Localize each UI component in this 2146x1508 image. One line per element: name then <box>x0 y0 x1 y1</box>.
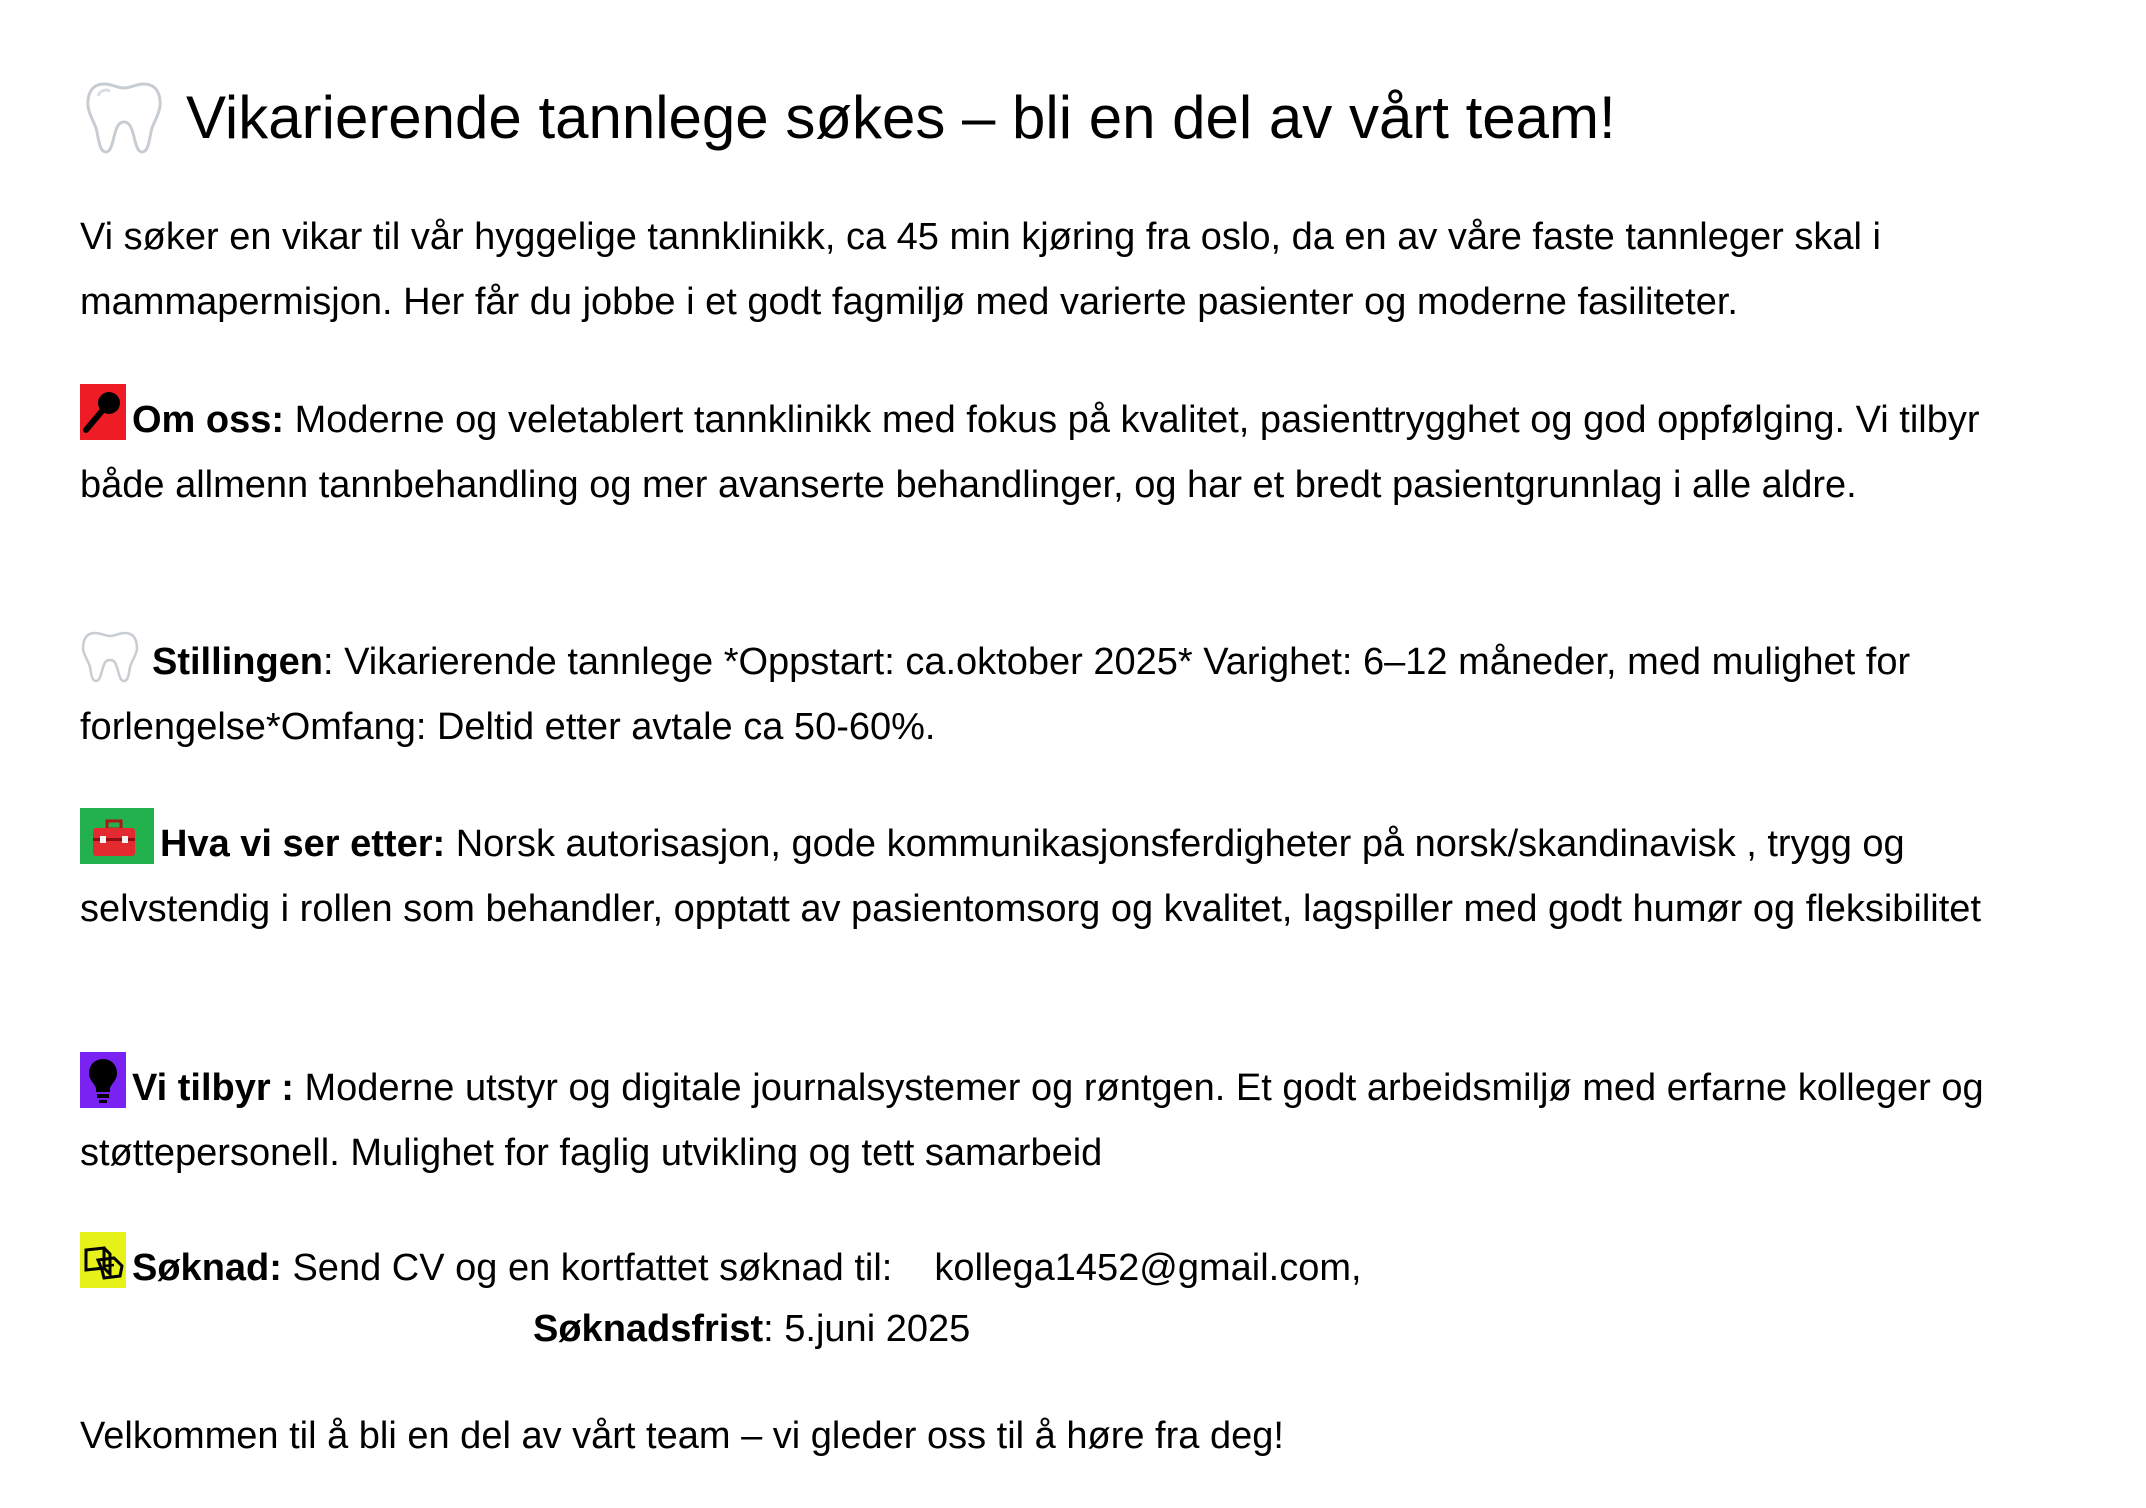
hva-vi-ser-etter-text: Norsk autorisasjon, gode kommunikasjonsferdigheter på norsk/skandinavisk , trygg og selvstendig i rollen som behandler, opptatt av pasientomsorg og kvalitet, lagspiller med godt humør og fleksibilitet <box>80 823 1982 930</box>
vi-tilbyr-text: Moderne utstyr og digitale journalsystemer og røntgen. Et godt arbeidsmiljø med erfarne kolleger og støttepersonell. Mulighet for faglig utvikling og tett samarbeid <box>80 1067 1984 1174</box>
contact-email[interactable]: kollega1452@gmail.com, <box>934 1247 1362 1289</box>
soknad-text: Send CV og en kortfattet søknad til: <box>281 1247 893 1289</box>
tooth-icon <box>80 628 140 684</box>
section-hva-vi-ser-etter <box>80 808 2070 942</box>
intro-paragraph: Vi søker en vikar til vår hyggelige tannklinikk, ca 45 min kjøring fra oslo, da en av våre faste tannleger skal i mammapermisjon. Her får du jobbe i et godt fagmiljø med varierte pasienter og moderne fasiliteter. <box>80 216 1881 323</box>
stillingen-text: : Vikarierende tannlege *Oppstart: ca.oktober 2025* Varighet: 6–12 måneder, med mulighet for forlengelse*Omfang: Deltid etter avtale ca 50-60%. <box>80 641 1911 748</box>
deadline-label: Søknadsfrist <box>533 1308 764 1350</box>
hva-vi-ser-etter-label: Hva vi ser etter: <box>160 823 446 865</box>
deadline-value: : 5.juni 2025 <box>763 1308 971 1350</box>
om-oss-text: Moderne og veletablert tannklinikk med fokus på kvalitet, pasienttrygghet og god oppfølging. Vi tilbyr både allmenn tannbehandling og mer avanserte behandlinger, og har et bredt pasientgrunnlag i alle aldre. <box>80 399 1980 506</box>
section-vi-tilbyr <box>80 1052 2070 1186</box>
tooth-icon <box>84 78 164 156</box>
vi-tilbyr-label: Vi tilbyr : <box>132 1067 294 1109</box>
toolbox-icon <box>80 808 154 864</box>
soknad-label: Søknad: <box>132 1247 282 1289</box>
stillingen-label: Stillingen <box>152 641 323 683</box>
section-stillingen <box>80 628 2070 760</box>
page-title <box>84 72 1616 162</box>
om-oss-label: Om oss: <box>132 399 285 441</box>
magnifier-icon <box>80 384 126 440</box>
lightbulb-icon <box>80 1052 126 1108</box>
section-om-oss <box>80 384 2070 518</box>
books-icon <box>80 1232 126 1288</box>
page-title-text: Vikarierende tannlege søkes – bli en del av vårt team! <box>186 83 1616 151</box>
closing-paragraph: Velkommen til å bli en del av vårt team – vi gleder oss til å høre fra deg! <box>80 1415 1284 1457</box>
application-deadline <box>533 1297 970 1362</box>
section-soknad <box>80 1232 2070 1301</box>
